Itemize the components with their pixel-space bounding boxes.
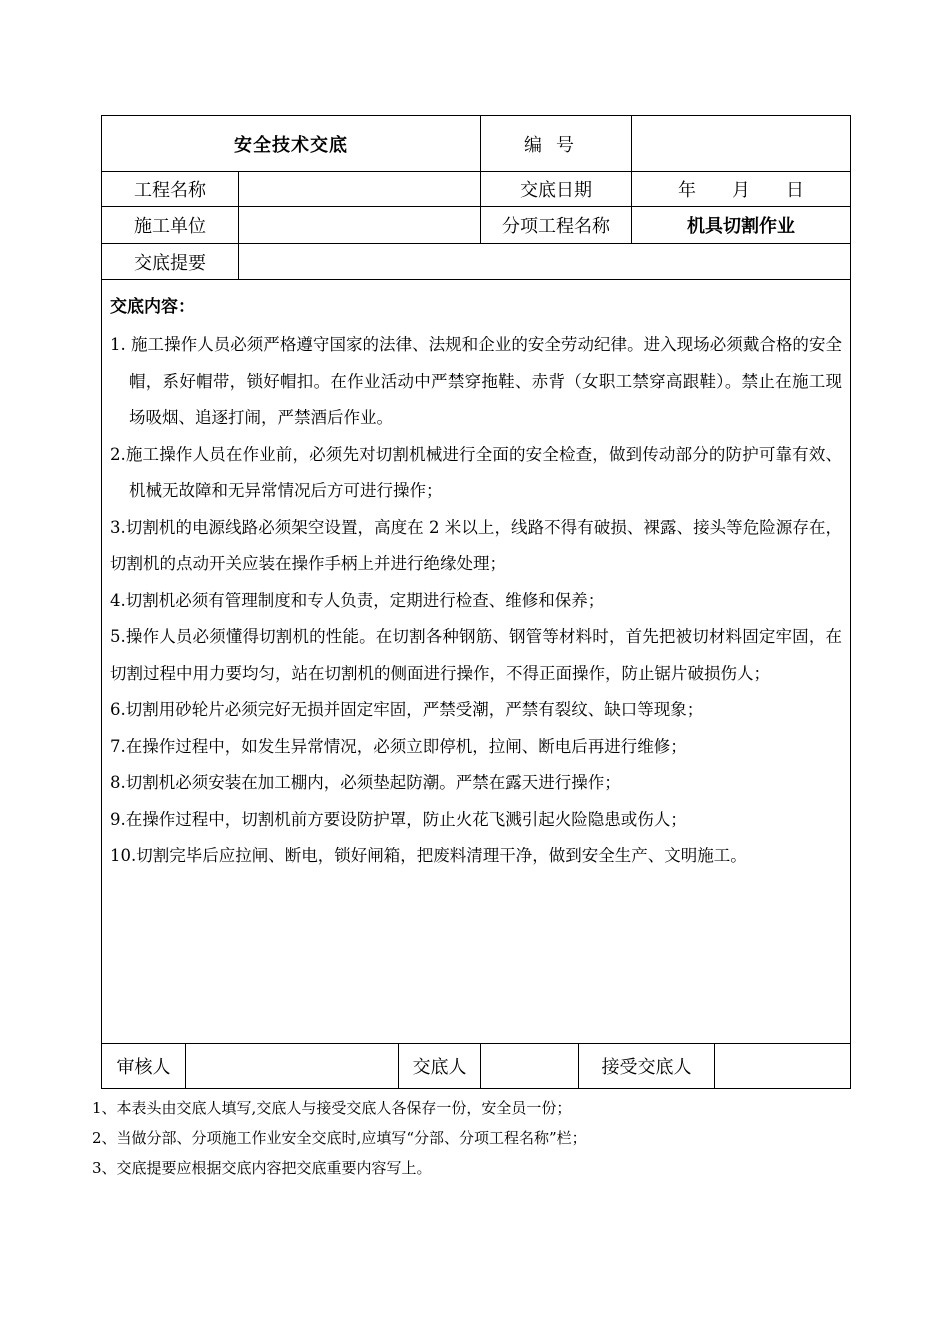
summary-label: 交底提要 bbox=[102, 244, 239, 280]
summary-field[interactable] bbox=[239, 244, 851, 280]
discloser-field[interactable] bbox=[481, 1044, 579, 1089]
content-item: 10.切割完毕后应拉闸、断电，锁好闸箱，把废料清理干净，做到安全生产、文明施工。 bbox=[110, 846, 747, 865]
footnote: 1、本表头由交底人填写,交底人与接受交底人各保存一份，安全员一份； bbox=[92, 1099, 572, 1117]
safety-briefing-form bbox=[101, 115, 851, 1089]
footnotes bbox=[92, 1093, 587, 1183]
content-heading: 交底内容： bbox=[110, 297, 195, 317]
content-item: 9.在操作过程中，切割机前方要设防护罩，防止火花飞溅引起火险隐患或伤人； bbox=[110, 809, 687, 829]
footnote: 3、交底提要应根据交底内容把交底重要内容写上。 bbox=[92, 1159, 432, 1177]
receiver-label: 接受交底人 bbox=[579, 1044, 715, 1089]
discloser-label: 交底人 bbox=[399, 1044, 481, 1089]
reviewer-field[interactable] bbox=[186, 1044, 399, 1089]
content-item: 6.切割用砂轮片必须完好无损并固定牢固，严禁受潮，严禁有裂纹、缺口等现象； bbox=[110, 700, 704, 719]
code-label: 编号 bbox=[481, 116, 632, 172]
reviewer-label: 审核人 bbox=[102, 1044, 186, 1089]
content-item: 3.切割机的电源线路必须架空设置，高度在 2 米以上，线路不得有破损、裸露、接头等危险源存在，切割机的点动开关应装在操作手柄上并进行绝缘处理； bbox=[110, 517, 842, 573]
date-field[interactable] bbox=[632, 172, 851, 207]
unit-label: 施工单位 bbox=[102, 207, 239, 244]
content-item: 4.切割机必须有管理制度和专人负责，定期进行检查、维修和保养； bbox=[110, 590, 605, 610]
date-day: 日 bbox=[786, 180, 804, 201]
form-title: 安全技术交底 bbox=[102, 116, 481, 172]
receiver-field[interactable] bbox=[715, 1044, 851, 1089]
date-month: 月 bbox=[732, 180, 750, 201]
content-area bbox=[102, 280, 851, 1044]
content-item: 1. 施工操作人员必须严格遵守国家的法律、法规和企业的安全劳动纪律。进入现场必须戴合格的安全帽，系好帽带，锁好帽扣。在作业活动中严禁穿拖鞋、赤背（女职工禁穿高跟鞋）。禁止在施工现场吸烟、追逐打闹，严禁酒后作业。 bbox=[110, 335, 842, 427]
sub-project-value[interactable]: 机具切割作业 bbox=[632, 207, 851, 244]
content-item: 8.切割机必须安装在加工棚内，必须垫起防潮。严禁在露天进行操作； bbox=[110, 773, 621, 792]
project-name-field[interactable] bbox=[239, 172, 481, 207]
date-year: 年 bbox=[678, 180, 696, 201]
content-item: 7.在操作过程中，如发生异常情况，必须立即停机，拉闸、断电后再进行维修； bbox=[110, 736, 687, 756]
content-item: 2.施工操作人员在作业前，必须先对切割机械进行全面的安全检查，做到传动部分的防护可靠有效、机械无故障和无异常情况后方可进行操作； bbox=[110, 444, 842, 500]
sub-project-label: 分项工程名称 bbox=[481, 207, 632, 244]
unit-field[interactable] bbox=[239, 207, 481, 244]
code-field[interactable] bbox=[632, 116, 851, 172]
date-label: 交底日期 bbox=[481, 172, 632, 207]
content-item: 5.操作人员必须懂得切割机的性能。在切割各种钢筋、钢管等材料时，首先把被切材料固定牢固，在切割过程中用力要均匀，站在切割机的侧面进行操作，不得正面操作，防止锯片破损伤人； bbox=[110, 627, 842, 683]
footnote: 2、当做分部、分项施工作业安全交底时,应填写“分部、分项工程名称”栏； bbox=[92, 1129, 587, 1147]
project-name-label: 工程名称 bbox=[102, 172, 239, 207]
